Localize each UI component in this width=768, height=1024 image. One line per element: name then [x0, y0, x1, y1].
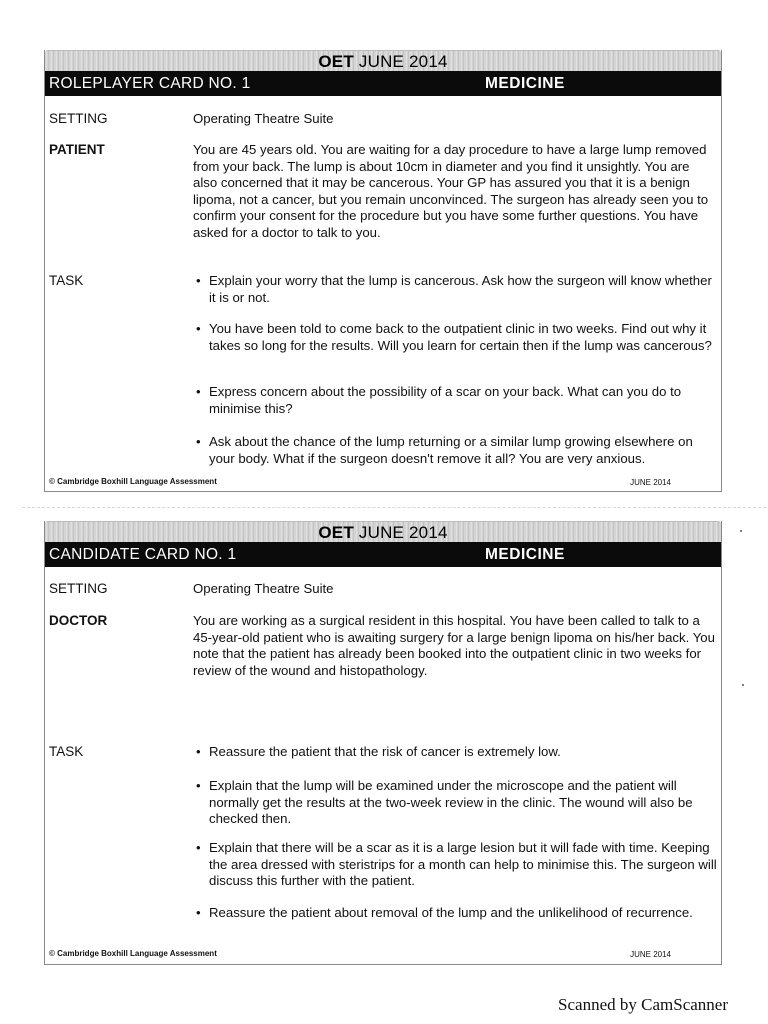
exam-title [45, 523, 721, 543]
task-item [193, 321, 717, 354]
scan-speck [742, 684, 744, 686]
task-label: TASK [49, 273, 84, 288]
task-text: Ask about the chance of the lump returning or a similar lump growing elsewhere on your body. What if the surgeon doesn't remove it all? You are very anxious. [209, 434, 693, 466]
task-item [193, 434, 717, 467]
task-item [193, 273, 717, 306]
scanner-watermark: Scanned by CamScanner [558, 995, 728, 1014]
bullet-icon: • [196, 434, 201, 449]
bullet-icon: • [196, 273, 201, 288]
copyright-footer: © Cambridge Boxhill Language Assessment [49, 949, 217, 958]
bullet-icon: • [196, 905, 201, 920]
candidate-card [44, 521, 722, 965]
role-text: You are working as a surgical resident in this hospital. You have been called to talk to a 45-year-old patient who is awaiting surgery for a large benign lipoma on his/her back. You note that the patient has already been booked into the outpatient clinic in two weeks for review of the wound and histopathology. [193, 613, 715, 678]
bullet-icon: • [196, 321, 201, 336]
card-label: ROLEPLAYER CARD NO. 1 [49, 75, 251, 92]
setting-value: Operating Theatre Suite [193, 581, 334, 596]
task-item [193, 384, 717, 417]
card-header [45, 71, 721, 96]
bullet-icon: • [196, 840, 201, 855]
task-item [193, 744, 717, 761]
task-text: Explain that there will be a scar as it is a large lesion but it will fade with time. Keeping the area dressed with steristrips for a month can help to minimise this. The surgeon will discuss this further with the patient. [209, 840, 717, 889]
exam-title [45, 52, 721, 72]
scan-speck [740, 530, 742, 532]
card-header [45, 542, 721, 567]
role-label: DOCTOR [49, 613, 108, 628]
bullet-icon: • [196, 778, 201, 793]
task-item [193, 905, 717, 922]
card-label: CANDIDATE CARD NO. 1 [49, 546, 237, 563]
exam-title-date: JUNE 2014 [358, 523, 448, 542]
bullet-icon: • [196, 744, 201, 759]
bullet-icon: • [196, 384, 201, 399]
role-text: You are 45 years old. You are waiting for a day procedure to have a large lump removed from your back. The lump is about 10cm in diameter and you find it unsightly. You are also concerned that it may be cancerous. Your GP has assured you that it is a benign lipoma, not a cancer, but you remain unconvinced. The surgeon has already seen you to confirm your consent for the procedure but you have some further questions. You have asked for a doctor to talk to you. [193, 142, 709, 240]
exam-title-oet: OET [318, 523, 354, 542]
roleplayer-card [44, 50, 722, 492]
task-text: Explain that the lump will be examined under the microscope and the patient will normally get the results at the two-week review in the clinic. The wound will also be checked then. [209, 778, 693, 827]
exam-title-date: JUNE 2014 [358, 52, 448, 71]
task-text: Explain your worry that the lump is cancerous. Ask how the surgeon will know whether it is or not. [209, 273, 712, 305]
setting-label: SETTING [49, 111, 108, 126]
card-domain: MEDICINE [485, 75, 565, 92]
footer-date: JUNE 2014 [630, 478, 671, 487]
task-text: Reassure the patient about removal of the lump and the unlikelihood of recurrence. [209, 905, 693, 920]
card-domain: MEDICINE [485, 546, 565, 563]
role-label: PATIENT [49, 142, 105, 157]
task-item [193, 778, 717, 828]
footer-date: JUNE 2014 [630, 950, 671, 959]
task-label: TASK [49, 744, 84, 759]
copyright-footer: © Cambridge Boxhill Language Assessment [49, 477, 217, 486]
card-top-bar [45, 50, 721, 71]
card-top-bar [45, 521, 721, 542]
setting-label: SETTING [49, 581, 108, 596]
task-text: You have been told to come back to the outpatient clinic in two weeks. Find out why it takes so long for the results. Will you learn for certain then if the lump was cancerous? [209, 321, 712, 353]
task-text: Reassure the patient that the risk of cancer is extremely low. [209, 744, 561, 759]
task-item [193, 840, 717, 890]
exam-title-oet: OET [318, 52, 354, 71]
setting-value: Operating Theatre Suite [193, 111, 334, 126]
card-divider [22, 507, 766, 508]
task-text: Express concern about the possibility of a scar on your back. What can you do to minimise this? [209, 384, 682, 416]
